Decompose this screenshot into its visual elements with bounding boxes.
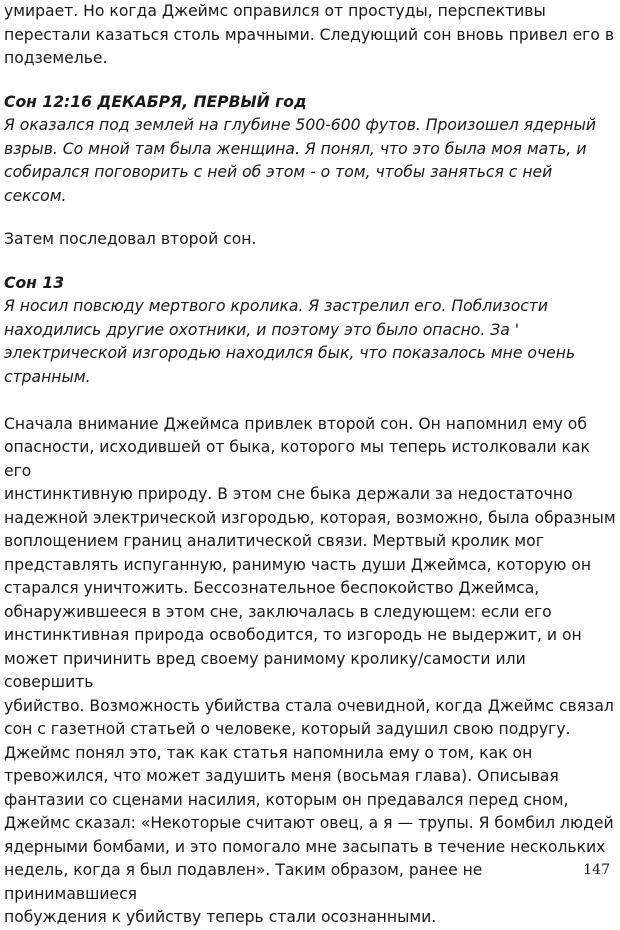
dream-13-heading: Сон 13 (4, 273, 65, 292)
spacer (4, 71, 616, 91)
document-page (4, 0, 616, 930)
dream-12-text: Я оказался под землей на глубине 500-600 футов. Произошел ядерный взрыв. Со мной там была женщина. Я понял, что это была моя мать, и собирался поговорить с ней об этом - о том, чтобы заняться с ней сексом. (4, 116, 597, 205)
page-number: 147 (583, 862, 610, 878)
spacer (4, 208, 616, 228)
transition-text: Затем последовал второй сон. (4, 230, 257, 248)
dream-12-heading: Сон 12:16 ДЕКАБРЯ, ПЕРВЫЙ год (4, 92, 307, 111)
dream-13-text: Я носил повсюду мертвого кролика. Я застрелил его. Поблизости находились другие охотники, и поэтому это было опасно. За ' электрической изгородью находился бык, что показалось мне очень странным. (4, 297, 576, 386)
spacer (4, 252, 616, 272)
intro-paragraph: умирает. Но когда Джеймс оправился от простуды, перспективы перестали казаться столь мрачными. Следующий сон вновь привел его в подземелье. (4, 2, 615, 67)
spacer (4, 389, 616, 413)
analysis-paragraph: Сначала внимание Джеймса привлек второй сон. Он напомнил ему об опасности, исходившей от быка, которого мы теперь истолковали как его инстинктивную природу. В этом сне быка держали за недостаточно надежной электрической изгородью, которая, возможно, была образным воплощением границ аналитической связи. Мертвый кролик мог представлять испуганную, ранимую часть души Джеймса, которую он старался уничтожить. Бессознательное беспокойство Джеймса, обнаружившееся в этом сне, заключалась в следующем: если его инстинктивная природа освободится, то изгородь не выдержит, и он может причинить вред своему ранимому кролику/самости или совершить убийство. Возможность убийства стала очевидной, когда Джеймс связал сон с газетной статьей о человеке, который задушил свою подругу. Джеймс понял это, так как статья напомнила ему о том, как он тревожился, что может задушить меня (восьмая глава). Описывая фантазии со сценами насилия, которым он предавался перед сном, Джеймс сказал: «Некоторые считают овец, а я — трупы. Я бомбил людей ядерными бомбами, и это помогало мне засыпать в течение нескольких недель, когда я был подавлен». Таким образом, ранее не принимавшиеся побуждения к убийству теперь стали осознанными. (4, 414, 616, 926)
